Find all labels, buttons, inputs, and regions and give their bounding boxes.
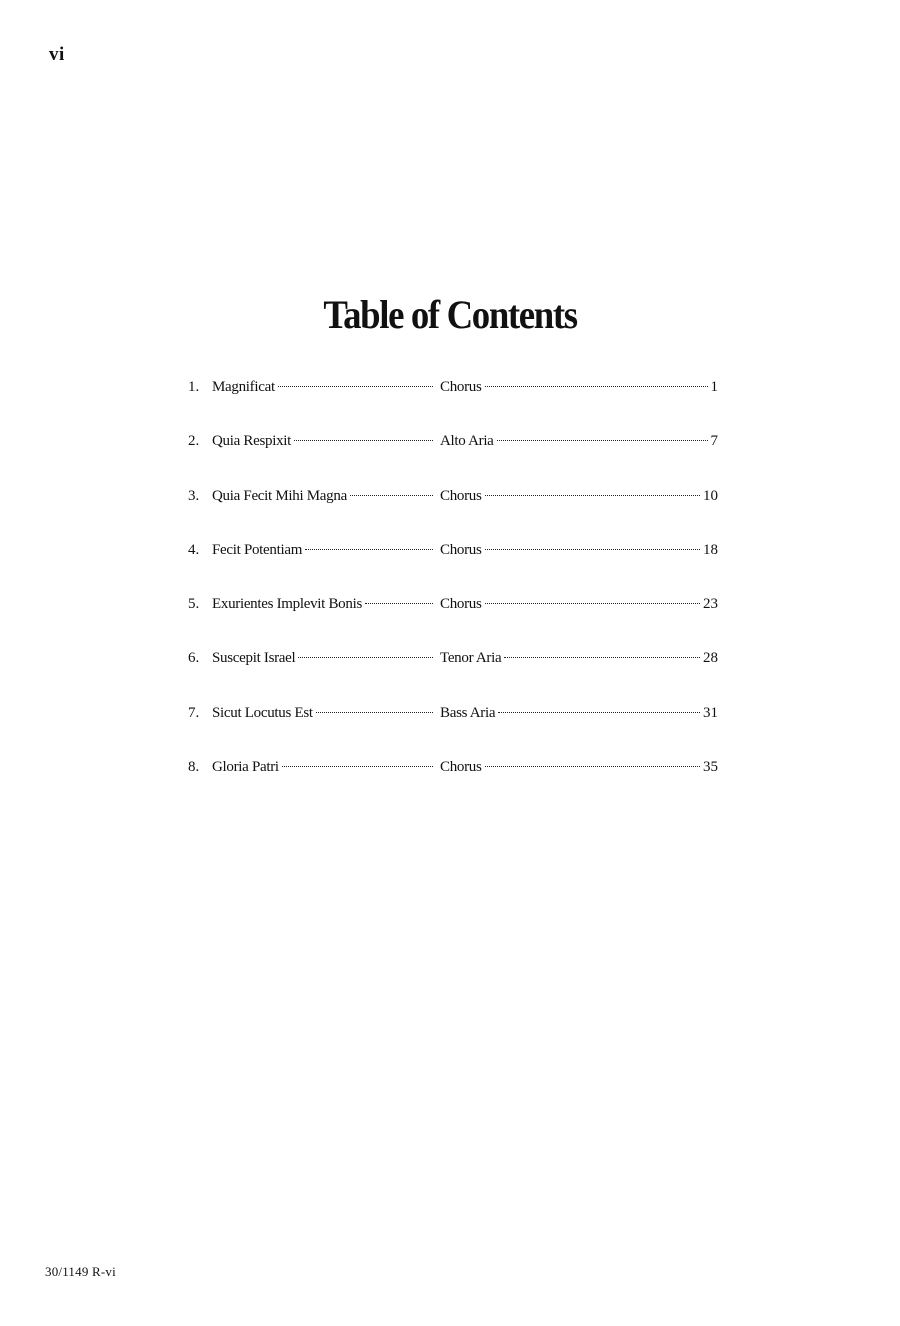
dot-leader (365, 603, 433, 604)
toc-entry[interactable] (188, 647, 718, 701)
entry-page: 1 (710, 379, 718, 395)
entry-type: Chorus (440, 596, 482, 613)
entry-number: 6. (188, 650, 200, 667)
entry-title: Exurientes Implevit Bonis (212, 596, 362, 613)
toc-entry[interactable] (188, 593, 718, 647)
entry-title: Quia Respixit (212, 433, 292, 450)
entry-page: 7 (710, 433, 718, 450)
dot-leader (316, 712, 433, 713)
dot-leader (498, 712, 700, 713)
toc-entry[interactable] (188, 539, 718, 593)
toc-entry[interactable] (188, 702, 718, 756)
entry-page: 31 (703, 704, 718, 721)
dot-leader (485, 386, 708, 387)
entry-number: 1. (188, 379, 200, 395)
dot-leader (282, 766, 433, 767)
entry-title: Magnificat (212, 379, 275, 395)
dot-leader (294, 440, 433, 441)
entry-page: 35 (703, 759, 718, 776)
dot-leader (485, 495, 700, 496)
entry-type: Chorus (440, 379, 482, 395)
entry-page: 18 (703, 541, 718, 558)
entry-title: Fecit Potentiam (212, 541, 303, 558)
dot-leader (298, 657, 433, 658)
entry-type: Alto Aria (440, 433, 494, 450)
entry-number: 7. (188, 704, 200, 721)
toc-entry[interactable] (188, 376, 718, 430)
toc-entry[interactable] (188, 756, 718, 810)
entry-title: Suscepit Israel (212, 650, 296, 667)
entry-title: Gloria Patri (212, 759, 279, 776)
dot-leader (485, 603, 700, 604)
entry-type: Chorus (440, 487, 482, 504)
dot-leader (278, 386, 433, 387)
dot-leader (504, 657, 700, 658)
toc-entry[interactable] (188, 485, 718, 539)
toc-entry[interactable] (188, 430, 718, 484)
entry-page: 28 (703, 650, 718, 667)
catalog-code: 30/1149 R-vi (45, 1264, 116, 1279)
entry-type: Bass Aria (440, 704, 496, 721)
entry-title: Quia Fecit Mihi Magna (212, 487, 347, 504)
page-title: Table of Contents (323, 292, 577, 337)
dot-leader (485, 766, 700, 767)
entry-number: 8. (188, 759, 200, 776)
entry-number: 5. (188, 596, 200, 613)
entry-type: Chorus (440, 759, 482, 776)
entry-type: Tenor Aria (440, 650, 502, 667)
entry-title: Sicut Locutus Est (212, 704, 313, 721)
dot-leader (350, 495, 433, 496)
entry-type: Chorus (440, 541, 482, 558)
entry-number: 4. (188, 541, 200, 558)
entry-number: 2. (188, 433, 200, 450)
entry-page: 10 (703, 487, 718, 504)
dot-leader (305, 549, 433, 550)
entry-number: 3. (188, 487, 200, 504)
dot-leader (497, 440, 708, 441)
page-number: vi (49, 44, 65, 65)
table-of-contents (188, 376, 718, 810)
dot-leader (485, 549, 700, 550)
entry-page: 23 (703, 596, 718, 613)
